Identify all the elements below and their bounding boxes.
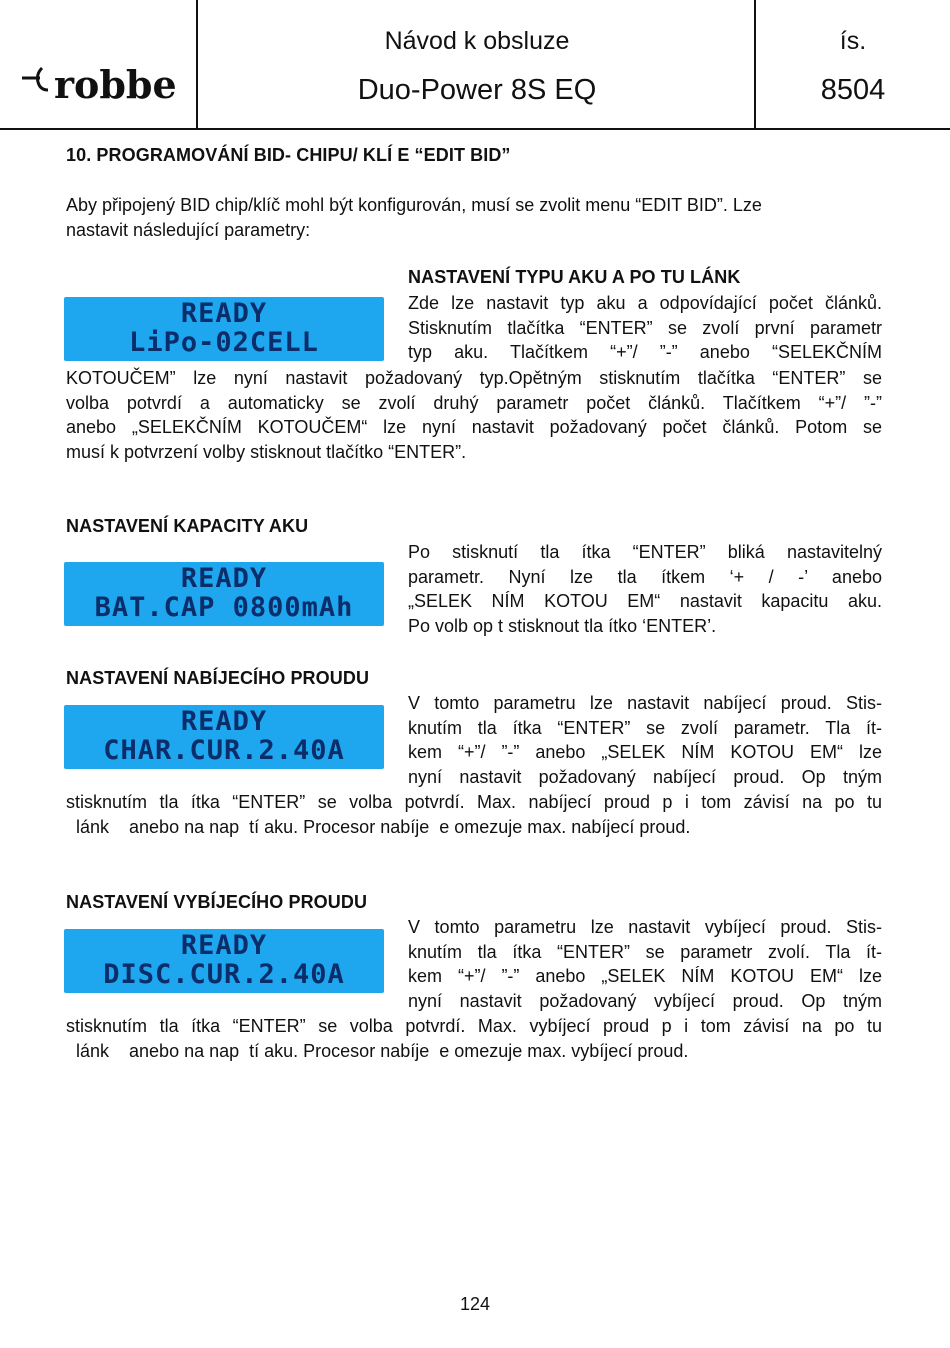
block-heading: NASTAVENÍ NABÍJECÍHO PROUDU bbox=[66, 668, 370, 688]
block-heading: NASTAVENÍ TYPU AKU A PO TU LÁNK bbox=[408, 267, 741, 287]
block-side-text: Zde lze nastavit typ aku a odpovídající počet článků. Stisknutím tlačítka “ENTER” se zvolí první parametr typ aku. Tlačítkem “+”/ ”-” anebo “SELEKČNÍM bbox=[408, 293, 882, 363]
intro-line: nastavit následující parametry: bbox=[66, 219, 311, 240]
lcd-line: READY bbox=[180, 298, 268, 329]
lcd-display bbox=[64, 562, 384, 626]
page-number: 124 bbox=[459, 1294, 491, 1314]
lcd-display bbox=[64, 705, 384, 769]
lcd-line: BAT.CAP 0800mAh bbox=[94, 592, 354, 623]
lcd-display bbox=[64, 297, 384, 361]
item-number-label: ís. bbox=[839, 27, 867, 55]
page-header bbox=[0, 0, 950, 130]
intro-line: Aby připojený BID chip/klíč mohl být konfigurován, musí se zvolit menu “EDIT BID”. Lze bbox=[66, 195, 762, 215]
intro-text bbox=[66, 193, 762, 242]
block-full-text: KOTOUČEM” lze nyní nastavit požadovaný typ.Opětným stisknutím tlačítka “ENTER” se volba potvrdí a automaticky se zvolí druhý parametr počet článků. Tlačítkem “+”/ ”-” anebo „SELEKČNÍM KOTOUČEM“ lze nyní nastavit požadovaný počet článků. Potom se musí k potvrzení volby stisknout tlačítko “ENTER”. bbox=[66, 368, 882, 463]
block-heading: NASTAVENÍ KAPACITY AKU bbox=[66, 516, 309, 536]
lcd-display bbox=[64, 929, 384, 993]
robbe-logo bbox=[18, 60, 188, 110]
lcd-line: LiPo-02CELL bbox=[129, 327, 319, 358]
lcd-line: DISC.CUR.2.40A bbox=[103, 959, 345, 990]
lcd-line: CHAR.CUR.2.40A bbox=[103, 735, 345, 766]
block-side-text: Po stisknutí tla ítka “ENTER” bliká nastavitelný parametr. Nyní lze tla ítkem ‘+ / -’ anebo „SELEK NÍM KOTOU EM“ nastavit kapacitu aku. Po volb op t stisknout tla ítko ‘ENTER’. bbox=[408, 542, 882, 637]
manual-title: Duo-Power 8S EQ bbox=[357, 74, 597, 106]
block-side-text: V tomto parametru lze nastavit vybíjecí proud. Stis- knutím tla ítka “ENTER” se parametr zvolí. Tla ít- kem “+”/ ”-” anebo „SELEK NÍM KOTOU EM“ lze nyní nastavit požadovaný vybíjecí proud. Op tným bbox=[408, 917, 882, 1012]
lcd-line: READY bbox=[180, 563, 268, 594]
block-full-text: stisknutím tla ítka “ENTER” se volba potvrdí. Max. vybíjecí proud p i tom závisí na po tu lánk anebo na nap tí aku. Procesor nabíje e omezuje max. vybíjecí proud. bbox=[66, 1016, 882, 1061]
block-side-text: V tomto parametru lze nastavit nabíjecí proud. Stis- knutím tla ítka “ENTER” se zvolí parametr. Tla ít- kem “+”/ ”-” anebo „SELEK NÍM KOTOU EM“ lze nyní nastavit požadovaný nabíjecí proud. Op tným bbox=[408, 693, 882, 788]
manual-subtitle: Návod k obsluze bbox=[384, 27, 570, 55]
header-divider bbox=[196, 0, 198, 129]
header-divider bbox=[754, 0, 756, 129]
header-rule bbox=[0, 128, 950, 130]
lcd-line: READY bbox=[180, 706, 268, 737]
item-number: 8504 bbox=[820, 74, 886, 106]
section-heading: 10. PROGRAMOVÁNÍ BID- CHIPU/ KLÍ E “EDIT BID” bbox=[66, 145, 511, 165]
svg-text:robbe: robbe bbox=[54, 62, 177, 107]
lcd-line: READY bbox=[180, 930, 268, 961]
block-heading: NASTAVENÍ VYBÍJECÍHO PROUDU bbox=[66, 892, 368, 912]
block-full-text: stisknutím tla ítka “ENTER” se volba potvrdí. Max. nabíjecí proud p i tom závisí na po tu lánk anebo na nap tí aku. Procesor nabíje e omezuje max. nabíjecí proud. bbox=[66, 792, 882, 837]
